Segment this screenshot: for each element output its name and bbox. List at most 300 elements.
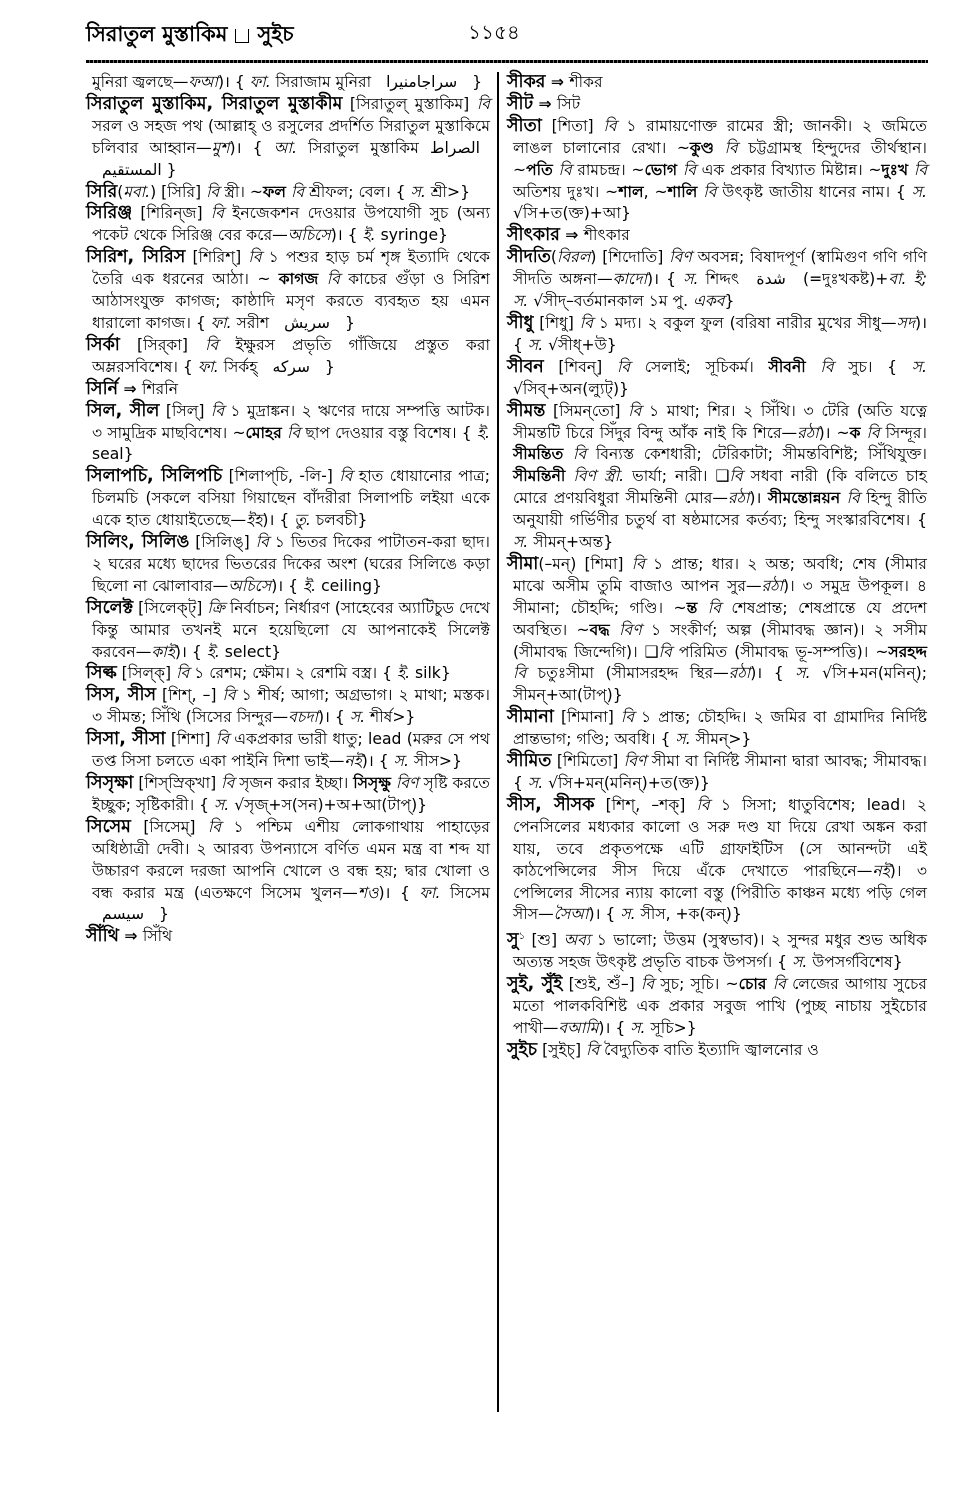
italic-text: স.: [792, 953, 808, 972]
definition-text: চতুঃসীমা (সীমাসরহদ্দ স্থির—: [526, 664, 729, 683]
definition-text: হিন্দু রীতি অনুযায়ী গর্ভিণীর চতুর্থ বা ষষ্ঠমাসের কর্তব্য; হিন্দু সংস্কারবিশেষ। {: [513, 489, 927, 530]
dictionary-entry: [507, 795, 927, 926]
definition-text: [শিবন্]: [543, 357, 617, 376]
italic-text: স.: [214, 795, 230, 814]
dictionary-entry: [86, 247, 490, 335]
dictionary-entry: [86, 532, 490, 598]
definition-text: [সিমন্‌তো]: [545, 401, 629, 420]
italic-text: স.: [683, 270, 699, 289]
italic-text: ফআ: [188, 73, 218, 91]
italic-text: স.: [795, 664, 811, 683]
subentry: বদ্ধ: [589, 620, 610, 639]
definition-text: [সির্‌কা]: [119, 335, 206, 354]
italic-text: বচদা: [288, 708, 318, 727]
headword: সীমন্ত: [507, 400, 546, 421]
definition-text: সিসেম: [440, 883, 490, 902]
part-of-speech: বি: [586, 1041, 600, 1060]
dictionary-entry: [86, 335, 490, 379]
part-of-speech: বি: [707, 598, 721, 617]
subentry: সরহদ্দ: [888, 642, 927, 661]
headword: সীমা: [507, 553, 539, 574]
part-of-speech: বি: [703, 182, 717, 201]
definition-text: শীর্ষ>}: [365, 708, 416, 727]
definition-text: [563, 445, 573, 463]
dictionary-entry: [507, 225, 927, 247]
part-of-speech: বি: [620, 708, 634, 727]
part-of-speech: বি: [729, 467, 743, 486]
definition-text: ১ ভিতর দিকের পাটাতন-করা ছাদ। ২ ঘরের মধ্যে ছাদের ভিতরের দিকের অংশ (ঘরের সিলিঙে কড়া ছিলো না ঝোলাবার—: [92, 533, 490, 595]
italic-text: বা. ই; স.: [513, 270, 928, 311]
dictionary-entry: [86, 663, 490, 685]
definition-text: silk}: [410, 664, 451, 683]
italic-text: শও: [357, 883, 379, 902]
definition-text: শিদ্দৎ: [698, 270, 747, 289]
italic-text: ফা.: [419, 883, 441, 902]
definition-text: [সুইচ্]: [537, 1041, 587, 1060]
subentry: সীবনী: [768, 357, 806, 376]
part-of-speech: বি: [558, 160, 572, 179]
headword: সীবন: [507, 356, 544, 377]
definition-text: সীমন্>}: [690, 730, 752, 749]
definition-text: √সীধ্+উ}: [543, 335, 617, 354]
definition-text: (: [117, 182, 124, 201]
italic-text: মুশ: [211, 138, 230, 157]
italic-text: স.: [349, 708, 366, 727]
part-of-speech: বি: [579, 313, 593, 332]
headword: সিসৃক্ষা: [86, 773, 134, 793]
subentry: শাল: [618, 182, 644, 201]
definition-text: )। ৩ পেন্সিলের সীসের ন্যায় কালো বস্তু (পিরীতি কাঞ্চন মধ্যে পড়ি গেল সীস—: [513, 861, 927, 924]
part-of-speech: বি: [573, 445, 587, 464]
definition-text: ইক্ষুরস প্রভৃতি গাঁজিয়ে প্রস্তুত করা অম্লরসবিশেষ। {: [92, 335, 490, 376]
part-of-speech: বিণ: [619, 620, 642, 639]
dictionary-entry: [507, 116, 927, 226]
part-of-speech: বি: [210, 204, 224, 223]
italic-text: স.: [630, 1019, 646, 1038]
definition-text: )। {: [361, 752, 394, 771]
headword: সিরিশ, সিরিস: [86, 247, 186, 268]
definition-text: [806, 358, 821, 376]
subentry: মোহর: [245, 423, 282, 442]
part-of-speech: বি: [255, 533, 269, 552]
italic-text: রঠা: [761, 576, 784, 595]
definition-text: মুনিরা জ্বলছে—: [92, 73, 189, 91]
definition-text: সুচ। {: [833, 357, 912, 376]
part-of-speech: বি: [215, 730, 229, 749]
part-of-speech: বি: [846, 489, 860, 508]
definition-text: সিরাতুল মুস্তাকিম: [296, 138, 431, 157]
definition-text: √সি+মন্(মনিন্)+ত(ক্ত)}: [543, 774, 710, 792]
superscript: ১: [518, 931, 526, 943]
definition-text: √সৃজ্+স(সন)+অ+আ(টাপ্)}: [229, 795, 428, 814]
subentry: সিসৃক্ষু: [353, 774, 391, 792]
definition-text: )। ৩ সমুদ্র উপকূল। ৪ সীমানা; চৌহদ্দি; গণ্ডি। ~: [513, 576, 927, 617]
italic-text: স.: [410, 182, 426, 201]
headword: সুইচ: [507, 1040, 538, 1061]
part-of-speech: বি: [820, 357, 834, 376]
dictionary-entry: [507, 357, 927, 401]
dictionary-entry: [86, 203, 490, 247]
headword: সিরিঞ্জ: [86, 203, 133, 224]
definition-text: [শিশ্, –]: [156, 686, 223, 705]
italic-text: ই.: [476, 423, 490, 442]
definition-text: [শুই, শুঁ–]: [562, 975, 641, 994]
definition-text: ceiling}: [316, 576, 382, 595]
italic-text: ই.: [362, 226, 376, 245]
italic-text: ই.: [206, 642, 220, 661]
definition-text: চট্টগ্রামস্থ হিন্দুদের তীর্থস্থান। ~: [513, 138, 927, 179]
italic-text: সদ: [896, 313, 916, 332]
dictionary-entry: [86, 817, 490, 927]
italic-text: বআমি: [558, 1019, 599, 1038]
italic-text: স.: [675, 730, 691, 749]
part-of-speech: বি: [866, 423, 880, 442]
headword: সিলাপচি, সিলিপচি: [86, 466, 223, 487]
definition-text: [শিধু]: [533, 313, 580, 332]
definition-text: শ্রী>}: [425, 182, 470, 201]
definition-text: ১ প্রান্ত; ধার। ২ অন্ত; অবধি; শেষ (সীমার মাঝে অসীম তুমি বাজাও আপন সুর—: [513, 554, 927, 595]
part-of-speech: বি: [616, 357, 631, 376]
headword: সিল, সীল: [86, 400, 160, 421]
definition-text: কাচের গুঁড়া ও সিরিশ আঠাসংযুক্ত কাগজ; কাষ্ঠাদি মসৃণ করতে ব্যবহৃত হয় এমন ধারালো কাগজ। {: [92, 270, 490, 332]
definition-text: ১ ভালো; উত্তম (সুস্বভাব)। ২ সুন্দর মধুর শুভ অধিক অত্যন্ত সহজ উৎকৃষ্ট প্রভৃতি বাচক উপসর্গ। {: [513, 931, 927, 972]
definition-text: [সিলেক্‌ট্]: [133, 598, 208, 617]
definition-text: )। {: [262, 511, 295, 530]
cross-reference-arrow-icon: ⇒: [533, 94, 558, 113]
dictionary-entry: [507, 1040, 927, 1062]
page-number: ১১৫৪: [468, 20, 520, 44]
definition-text: }: [340, 313, 355, 332]
part-of-speech: বি: [724, 138, 738, 157]
definition-text: শীকর: [569, 73, 603, 91]
definition-text: [714, 139, 725, 157]
definition-text: নির্বাচন; নির্ধারণ (সাহেবের অ্যাটিচুড দেখে কিন্তু আমার তখনই মনে হয়েছিলো যে আপনাকেই সিলেক্ট করবেন—: [92, 598, 490, 661]
definition-text: )। {: [317, 708, 350, 727]
definition-text: সরল ও সহজ পথ (আল্লাহ্ ও রসুলের প্রদর্শিত সিরাতুল মুস্তাকিমে চলিবার আহ্বান—: [92, 116, 490, 157]
definition-text: [610, 621, 619, 639]
running-head: [86, 18, 294, 53]
definition-text: সেলাই; সূচিকর্ম।: [630, 357, 769, 376]
definition-text: )। {: [513, 313, 928, 354]
part-of-speech: বি: [205, 335, 219, 354]
italic-text: একব: [693, 292, 725, 311]
part-of-speech: বি: [176, 664, 190, 683]
definition-text: স্ত্রী। ~: [219, 182, 263, 201]
dictionary-entry: [507, 751, 927, 795]
subentry: সীমন্তিত: [513, 445, 564, 464]
headword: সীস, সীসক: [507, 794, 595, 815]
column-divider: [497, 72, 499, 1412]
definition-text: সিট: [557, 94, 581, 113]
part-of-speech: বি: [326, 270, 340, 289]
definition-text: ১ সংকীর্ণ; অল্প (সীমাবদ্ধ জ্ঞান)। ২ সসীম (সীমাবদ্ধ জিন্দেগি)। ❑: [513, 620, 927, 661]
definition-text: [সিল্]: [159, 401, 211, 420]
part-of-speech: বি: [513, 664, 527, 683]
italic-text: নই: [872, 861, 890, 880]
definition-text: )। {: [750, 664, 796, 683]
definition-text: সিন্দূর।: [879, 423, 927, 442]
headword: সিসেম: [86, 816, 131, 837]
part-of-speech: বি: [772, 975, 786, 994]
definition-text: ইনজেকশন দেওয়ার উপযোগী সুচ (অন্য পকেট থেকে সিরিঞ্জ বের করে—: [92, 204, 490, 245]
definition-text: সিঁথি: [142, 927, 173, 946]
definition-text: সৃজন করার ইচ্ছা।: [234, 774, 354, 792]
italic-text: ই.: [303, 576, 317, 595]
italic-text: ফা.: [210, 313, 232, 332]
definition-text: ১ প্রান্ত; চৌহদ্দি। ২ জমির বা গ্রামাদির নির্দিষ্ট প্রান্তভাগ; গণ্ডি; অবধি। {: [513, 708, 928, 749]
italic-text: স.: [527, 335, 544, 354]
guide-word-last: সুইচ: [257, 22, 294, 46]
headword: সীধু: [507, 312, 534, 333]
italic-text: অচিসে: [287, 226, 331, 245]
subentry: ক: [849, 423, 861, 442]
definition-text: হাত ধোয়ানোর পাত্র; চিলমচি (সকলে বসিয়া গিয়াছেন বাঁদরীরা সিলাপচি লইয়া একে একে হাত ধোয়াইতেছে—: [92, 467, 491, 530]
part-of-speech: বি: [640, 975, 655, 994]
italic-text: আ.: [273, 138, 297, 157]
dictionary-entry: [86, 94, 490, 182]
part-of-speech: বি: [206, 182, 220, 201]
italic-text: স.: [527, 774, 544, 792]
definition-text: সির্কহ্: [218, 357, 263, 376]
dictionary-entry: [86, 685, 490, 729]
part-of-speech: বি: [248, 248, 262, 267]
subentry: ভোগ: [644, 160, 678, 179]
definition-text: [শিলাপ্‌চি, -লি-]: [222, 467, 340, 486]
subentry: পতি: [526, 160, 553, 179]
italic-text: স.: [393, 752, 409, 771]
definition-text: উপসর্গবিশেষ}: [807, 953, 903, 972]
italic-text: স.: [911, 357, 928, 376]
header-rule: [86, 60, 928, 63]
definition-text: পরিমিত (সীমাবদ্ধ ভূ-সম্পত্তি)। ~: [671, 642, 889, 661]
italic-text: ইহ: [246, 511, 263, 530]
definition-text: [সিরাতুল্ মুস্তাকিম]: [342, 94, 477, 113]
italic-text: ফা.: [249, 73, 271, 91]
headword: সির্কা: [86, 334, 120, 355]
page-header: [86, 14, 928, 62]
headword: সিল্ক: [86, 663, 117, 684]
italic-text: স.: [911, 182, 927, 201]
definition-text: [শিমানা]: [553, 708, 621, 727]
definition-text: এক প্রকার বিখ্যাত মিষ্টান্ন। ~: [695, 160, 882, 179]
headword: সিরাতুল মুস্তাকিম, সিরাতুল মুস্তাকীম: [86, 93, 343, 114]
part-of-speech: বি: [221, 774, 235, 792]
definition-text: )। ~: [818, 423, 850, 442]
definition-text: [697, 599, 707, 617]
definition-text: )। {: [646, 270, 684, 289]
definition-text: চলবচী}: [310, 511, 368, 530]
subentry: শালি: [667, 182, 698, 201]
definition-text: সরীশ: [231, 313, 275, 332]
definition-text: সৃষ্টি করতে ইচ্ছুক; সৃষ্টিকারী। {: [92, 774, 490, 814]
definition-text: শিরনি: [141, 379, 179, 398]
italic-text: ই.: [396, 664, 411, 683]
part-of-speech: বি: [628, 401, 642, 420]
definition-text: [সিল্‌ক্]: [116, 664, 177, 683]
cross-reference-arrow-icon: ⇒: [118, 927, 143, 946]
guide-separator-icon: [235, 29, 249, 43]
italic-text: ফা.: [197, 357, 219, 376]
definition-text: (: [550, 248, 557, 267]
definition-text: ভার্যা; নারী। ❑: [624, 467, 730, 486]
definition-text: )। {: [378, 883, 420, 902]
headword: সীদতি: [507, 247, 551, 268]
part-of-speech: বি: [913, 160, 927, 179]
definition-text: [শিরিন্‌জ]: [132, 204, 211, 223]
definition-text: select}: [219, 642, 282, 661]
definition-text: সুচ; সূচি। ~: [654, 975, 739, 994]
dictionary-entry: [507, 707, 927, 751]
dictionary-entry: [86, 182, 490, 204]
definition-text: ১ মদ্য। ২ বকুল ফুল (বরিষা নারীর মুখের সীধু—: [592, 313, 897, 332]
headword: সুই, সুঁই: [507, 974, 563, 995]
headword: সিসা, সীসা: [86, 729, 166, 750]
italic-text: তু.: [294, 511, 311, 530]
italic-text: কাই: [151, 642, 175, 661]
definition-text: √সিব্+অন(ল্যুট্)}: [513, 379, 629, 398]
part-of-speech: অব্য: [563, 931, 591, 950]
definition-text: }: [467, 73, 483, 91]
dictionary-entry: [507, 401, 927, 554]
definition-text: সীমা বা নির্দিষ্ট সীমানা দ্বারা আবদ্ধ; সীমাবদ্ধ। {: [513, 752, 928, 792]
definition-text: (=দুঃখকষ্ট)+: [795, 270, 889, 289]
part-of-speech: ক্রি: [207, 598, 225, 617]
headword: সিস, সীস: [86, 685, 157, 706]
headword: সিলেক্ট: [86, 597, 134, 618]
definition-text: }: [161, 160, 177, 179]
part-of-speech: বি: [290, 182, 305, 201]
headword: সীৎকার: [507, 225, 560, 246]
definition-text: )। {: [217, 73, 250, 91]
subentry: সীমন্তোন্নয়ন: [767, 489, 841, 508]
definition-text: )। {: [174, 642, 207, 661]
subentry: ন্ত: [686, 598, 698, 617]
definition-text: }: [724, 292, 735, 311]
dictionary-entry: [86, 926, 490, 948]
definition-text: ১ সিসা; ধাতুবিশেষ; lead। ২ পেনসিলের মধ্যকার কালো ও সরু দণ্ড যা দিয়ে রেখা অঙ্কন করা যায়, তবে প্রকৃতপক্ষে এটি গ্রাফাইটিস (সে আনন্দটা এই কাঠপেন্সিলের সীস দিয়ে এঁকে দেখাতে পারছিনে—: [513, 795, 927, 880]
part-of-speech: বি: [476, 94, 490, 113]
part-of-speech: বিণ: [669, 248, 692, 267]
headword: সীমিত: [507, 751, 552, 772]
definition-text: রামচন্দ্র। ~: [571, 160, 645, 179]
part-of-speech: বি: [287, 423, 301, 442]
definition-text: )। {: [588, 905, 621, 924]
definition-text: [শিশ্, –শক্]: [594, 795, 697, 814]
definition-text: বিন্যস্ত কেশধারী; টেরিকাটা; সীমন্তবিশিষ্ট; সিঁথিযুক্ত।: [586, 445, 927, 464]
arabic-script: سیسم: [102, 905, 145, 924]
italic-text: বিরল: [557, 248, 591, 267]
subentry: কাগজ: [278, 270, 319, 289]
part-of-speech: বিণ: [623, 752, 647, 771]
part-of-speech: বিণ: [395, 774, 419, 792]
definition-text: সূচি>}: [645, 1019, 697, 1038]
headword: সু: [507, 930, 519, 951]
part-of-speech: বি: [603, 116, 617, 135]
definition-text: [318, 270, 326, 288]
dictionary-entry: [507, 554, 927, 707]
subentry: চোর: [738, 975, 767, 994]
definition-text: [শিমিতো]: [551, 752, 624, 771]
definition-text: সিরাজাম মুনিরা: [270, 73, 377, 91]
italic-text: রঠা: [727, 489, 750, 508]
definition-text: )। {: [330, 226, 363, 245]
definition-text: শীৎকার: [583, 226, 630, 245]
definition-text: সীস, +ক(কন্)}: [635, 905, 742, 924]
definition-text: [শিতা]: [541, 116, 604, 135]
definition-text: ১ রেশম; ক্ষৌম। ২ রেশমি বস্ত্র। {: [189, 664, 397, 683]
cross-reference-arrow-icon: ⇒: [545, 73, 570, 91]
entry-continuation: [86, 72, 490, 94]
dictionary-entry: [86, 729, 490, 773]
definition-text: [শিশা]: [165, 730, 216, 749]
subentry: কুণ্ড: [689, 138, 715, 157]
dictionary-entry: [507, 313, 927, 357]
definition-text: বৈদ্যুতিক বাতি ইত্যাদি জ্বালনোর ও: [599, 1041, 819, 1060]
dictionary-entry: [86, 379, 490, 401]
part-of-speech: বি: [696, 795, 710, 814]
definition-text: ১ পশ্চিম এশীয় লোকগাথায় পাহাড়ের অধিষ্ঠাত্রী দেবী। ২ আরব্য উপন্যাসে বর্ণিত এমন মন্ত্র বা শব্দ যা উচ্চারণ করলে দরজা আপনি খোলে ও বন্ধ হয়; দ্বার খোলা ও বন্ধ করার মন্ত্র (এতক্ষণে সিসেম খুলন—: [92, 817, 490, 902]
italic-text: স.: [513, 533, 529, 552]
definition-text: ১ শীর্ষ; আগা; অগ্রভাগ। ২ মাথা; মস্তক। ৩ সীমন্ত; সিঁথি (সিসের সিন্দুর—: [92, 686, 490, 727]
italic-text: অচিসে: [228, 576, 272, 595]
definition-text: ১ রামায়ণোক্ত রামের স্ত্রী; জানকী। ২ জমিতে লাঙল চালানোর রেখা। ~: [513, 116, 927, 157]
definition-text: seal}: [92, 445, 134, 464]
definition-text: √সি+ত(ক্ত)+আ}: [513, 204, 631, 223]
definition-text: উৎকৃষ্ট জাতীয় ধানের নাম। {: [716, 182, 912, 201]
arabic-script: سریش: [284, 313, 330, 332]
arabic-script: سراجامنیرا: [386, 73, 458, 91]
part-of-speech: বি: [339, 467, 353, 486]
headword: সির্নি: [86, 378, 119, 399]
left-column: [86, 72, 490, 948]
part-of-speech: বি: [207, 817, 222, 836]
definition-text: [সিলিঙ্]: [189, 533, 256, 552]
italic-text: কাদো: [612, 270, 647, 289]
right-column: [507, 72, 927, 1062]
guide-word-first: সিরাতুল মুস্তাকিম: [86, 22, 228, 46]
italic-text: রঠা: [797, 423, 819, 442]
definition-text: }: [319, 357, 335, 376]
definition-text: [শিরিশ্]: [185, 248, 249, 267]
italic-text: মবা.: [123, 182, 151, 201]
headword: সীট: [507, 93, 534, 114]
definition-text: একপ্রকার ভারী ধাতু; lead (মরুর সে পথ তপ্ত সিসা চলতে একা পাইনি দিশা ভাই—: [92, 730, 490, 771]
definition-text: ১ মাথা; শির। ২ সিঁথি। ৩ টেরি (অতি যত্নে সীমন্তটি চিরে সিঁদুর বিন্দু আঁক নাই কি শিরে—: [513, 401, 928, 442]
definition-text: ১ পশুর হাড় চর্ম শৃঙ্গ ইত্যাদি থেকে তৈরি এক ধরনের আঠা। ~: [92, 248, 490, 289]
headword: সীমানা: [507, 707, 554, 728]
definition-text: ছাপ দেওয়ার বস্তু বিশেষ। {: [300, 423, 477, 442]
headword: সীকর: [507, 72, 546, 92]
part-of-speech: বি: [631, 554, 645, 573]
definition-text: সীস>}: [408, 752, 462, 771]
subentry: ফল: [262, 182, 286, 201]
definition-text: অতিশয় দুঃখ। ~: [513, 182, 619, 201]
arabic-script: سرکه: [272, 357, 310, 376]
dictionary-entry: [507, 974, 927, 1040]
definition-text: )। {: [229, 138, 274, 157]
definition-text: সীমন্+অন্ত}: [528, 533, 614, 552]
definition-text: ১ মুদ্রাঙ্কন। ২ ঋণের দায়ে সম্পত্তি আটক। ৩ সামুদ্রিক মাছবিশেষ। ~: [92, 401, 490, 442]
definition-text: [শু]: [525, 931, 564, 950]
italic-text: স.: [620, 905, 636, 924]
headword: সীতা: [507, 115, 542, 136]
cross-reference-arrow-icon: ⇒: [559, 226, 584, 245]
definition-text: সধবা নারী (কি বলিতে চাহ মোরে প্রণয়বিধুরা সীমন্তিনী মোর—: [513, 467, 927, 508]
definition-text: ) [সিরি]: [150, 182, 207, 201]
definition-text: [সিসেম্]: [130, 817, 208, 836]
definition-text: (–মন্) [শিমা]: [538, 554, 632, 573]
definition-text: }: [154, 905, 169, 924]
